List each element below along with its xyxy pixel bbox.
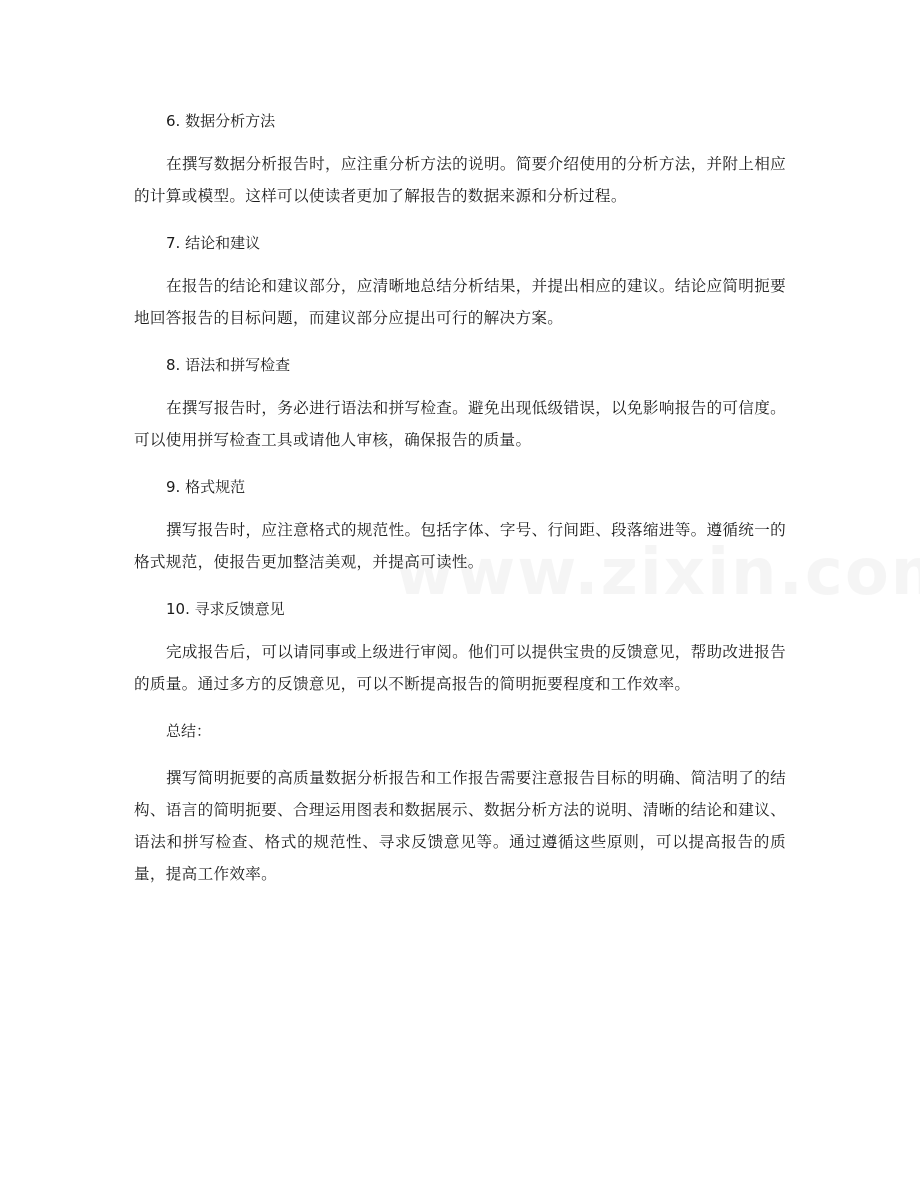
section-body-10: 完成报告后，可以请同事或上级进行审阅。他们可以提供宝贵的反馈意见，帮助改进报告的质量。通过多方的反馈意见，可以不断提高报告的简明扼要程度和工作效率。 (134, 643, 786, 693)
section-heading-6: 6. 数据分析方法 (166, 112, 276, 130)
section-body-9: 撰写报告时，应注意格式的规范性。包括字体、字号、行间距、段落缩进等。遵循统一的格式规范，使报告更加整洁美观，并提高可读性。 (134, 521, 786, 571)
section-heading-9: 9. 格式规范 (166, 478, 246, 496)
section-heading-7: 7. 结论和建议 (166, 234, 261, 252)
section-heading-10: 10. 寻求反馈意见 (166, 600, 285, 618)
section-heading-8: 8. 语法和拼写检查 (166, 356, 291, 374)
document-content (134, 104, 786, 904)
section-body-7: 在报告的结论和建议部分，应清晰地总结分析结果，并提出相应的建议。结论应简明扼要地回答报告的目标问题，而建议部分应提出可行的解决方案。 (134, 277, 786, 327)
summary-label: 总结： (166, 722, 212, 740)
section-body-6: 在撰写数据分析报告时，应注重分析方法的说明。简要介绍使用的分析方法，并附上相应的计算或模型。这样可以使读者更加了解报告的数据来源和分析过程。 (134, 155, 786, 205)
section-body-8: 在撰写报告时，务必进行语法和拼写检查。避免出现低级错误，以免影响报告的可信度。可以使用拼写检查工具或请他人审核，确保报告的质量。 (134, 399, 786, 449)
summary-body: 撰写简明扼要的高质量数据分析报告和工作报告需要注意报告目标的明确、简洁明了的结构、语言的简明扼要、合理运用图表和数据展示、数据分析方法的说明、清晰的结论和建议、语法和拼写检查、格式的规范性、寻求反馈意见等。通过遵循这些原则，可以提高报告的质量，提高工作效率。 (134, 769, 786, 883)
